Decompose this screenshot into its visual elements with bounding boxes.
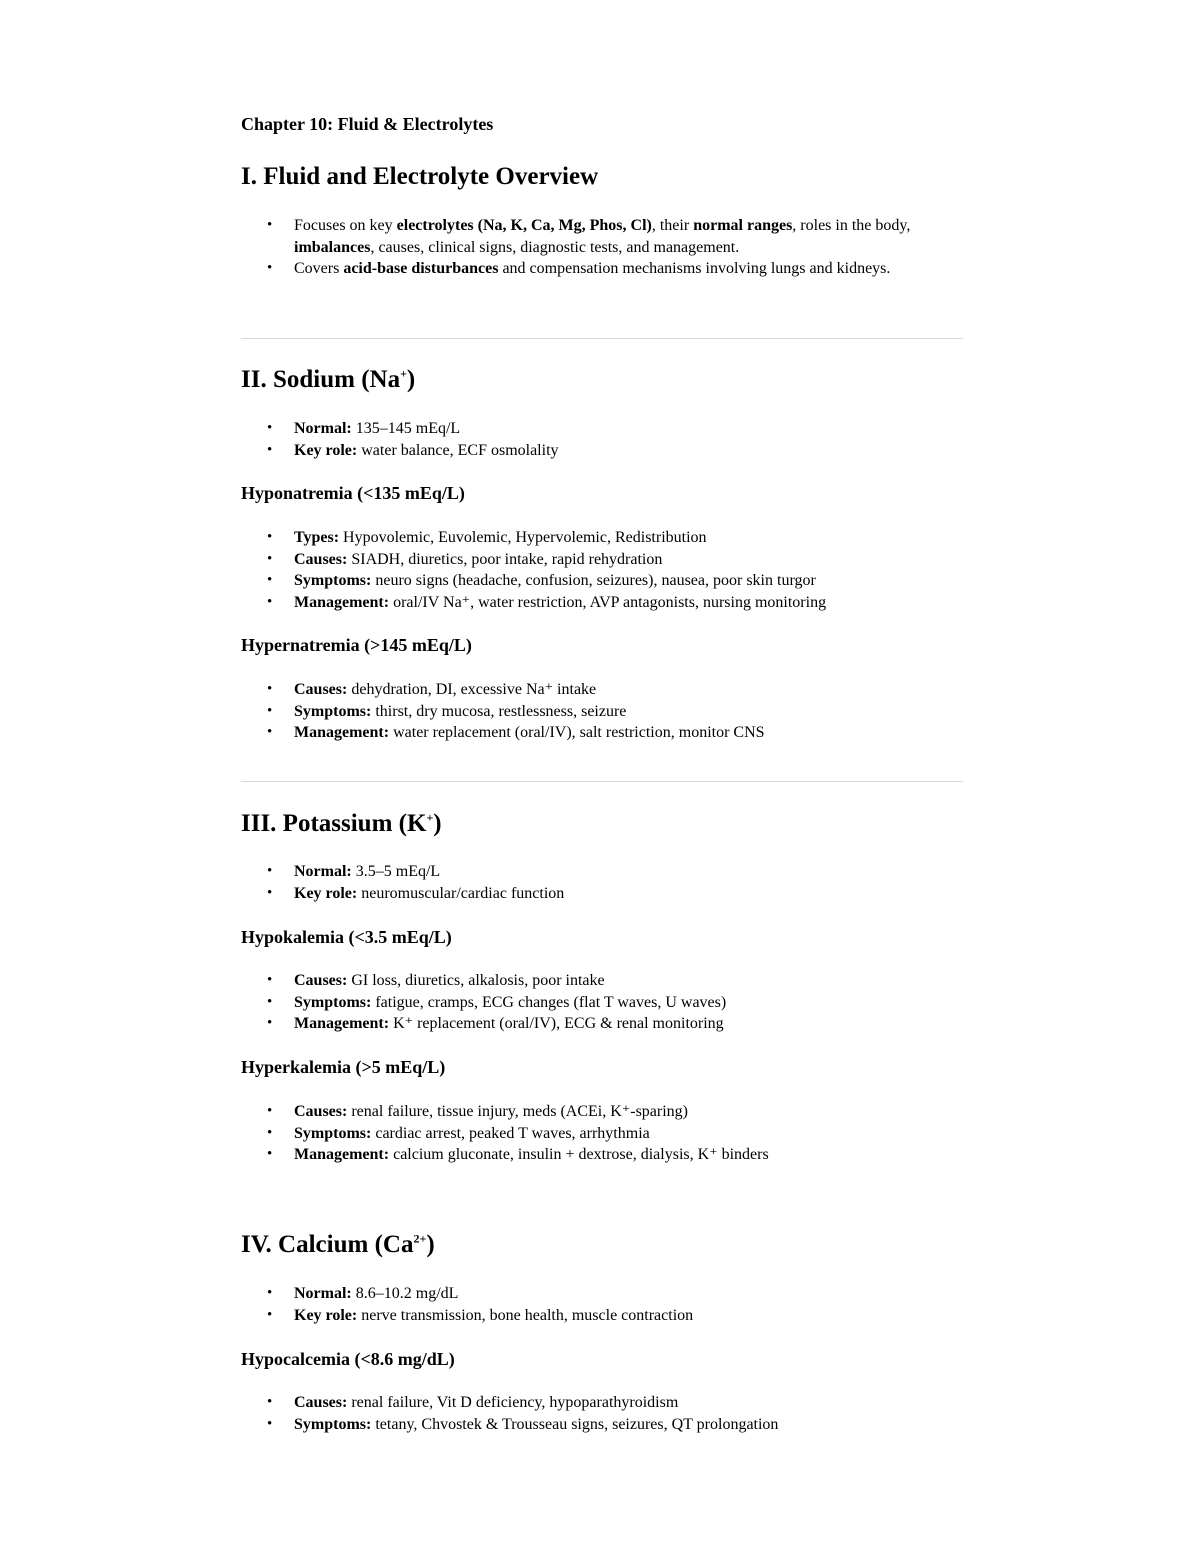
list-label: Symptoms: [294,702,372,720]
list-label: Normal: [294,420,352,437]
section-heading-text: ) [406,366,416,393]
list-text: cardiac arrest, peaked T waves, arrhythmia [371,1124,650,1142]
list-item [241,1392,963,1414]
list-text: calcium gluconate, insulin + dextrose, dialysis, K⁺ binders [389,1146,769,1163]
list-text: Covers [294,260,344,277]
list-item [241,970,963,992]
section-divider [241,338,963,339]
list-label: Management: [294,1015,390,1032]
list-item [241,722,963,744]
list-item [241,861,963,883]
list-label: Causes: [294,681,348,698]
list-label: Normal: [294,863,352,880]
section-heading-text: III. Potassium (K [241,810,427,837]
list-text: tetany, Chvostek & Trousseau signs, seizures, QT prolongation [371,1415,779,1433]
list-text: neuro signs (headache, confusion, seizures), nausea, poor skin turgor [371,572,816,589]
list-label: Key role: [294,441,358,459]
list-item [241,1283,963,1305]
list-text: nerve transmission, bone health, muscle contraction [357,1306,694,1324]
list-label: Causes: [294,1103,348,1120]
section-heading-potassium [241,810,442,838]
hypokalemia-list [241,970,963,1035]
list-label: Key role: [294,884,358,902]
section-heading-calcium [241,1231,435,1259]
list-label: Key role: [294,1306,358,1324]
list-item [241,570,963,592]
overview-list [241,215,963,280]
list-label: Causes: [294,972,348,989]
calcium-basics-list [241,1283,963,1326]
section-heading-text: I. Fluid and Electrolyte Overview [241,163,599,190]
superscript: + [426,810,434,825]
list-text: 135–145 mEq/L [351,420,461,437]
list-item [241,1013,963,1035]
list-text: SIADH, diuretics, poor intake, rapid rehydration [347,550,663,568]
section-heading-sodium [241,366,415,394]
list-text: , causes, clinical signs, diagnostic tests, and management. [370,238,740,256]
list-text: Hypovolemic, Euvolemic, Hypervolemic, Redistribution [339,529,707,546]
list-item [241,1305,963,1327]
hypocalcemia-list [241,1392,963,1435]
list-text: water replacement (oral/IV), salt restriction, monitor CNS [389,724,765,741]
list-label: Symptoms: [294,1124,372,1142]
list-text: , roles in the body, [792,217,911,234]
subsection-heading-hypocalcemia: Hypocalcemia (<8.6 mg/dL) [241,1349,455,1369]
list-label: Symptoms: [294,572,372,589]
section-heading-text: ) [426,1231,435,1258]
list-item [241,1101,963,1123]
subsection-heading-hypokalemia: Hypokalemia (<3.5 mEq/L) [241,927,452,947]
list-label: Types: [294,529,340,546]
list-text: 3.5–5 mEq/L [351,863,441,880]
hyperkalemia-list [241,1101,963,1166]
list-item [241,679,963,701]
list-text: thirst, dry mucosa, restlessness, seizure [371,702,627,720]
list-item [241,549,963,571]
hyponatremia-list [241,527,963,613]
list-label: Symptoms: [294,1415,372,1433]
list-text: fatigue, cramps, ECG changes (flat T waves, U waves) [371,993,727,1011]
list-bold-text: acid-base disturbances [343,260,499,277]
list-bold-text: electrolytes (Na, K, Ca, Mg, Phos, Cl) [396,217,652,234]
list-item [241,527,963,549]
list-text: K⁺ replacement (oral/IV), ECG & renal monitoring [389,1015,724,1032]
subsection-heading-hypernatremia: Hypernatremia (>145 mEq/L) [241,635,472,655]
list-text: renal failure, Vit D deficiency, hypoparathyroidism [347,1394,679,1411]
superscript: 2+ [413,1231,427,1246]
list-label: Causes: [294,550,348,568]
list-text: 8.6–10.2 mg/dL [351,1285,459,1302]
section-heading-text: II. Sodium (Na [241,366,401,393]
list-item [241,1123,963,1145]
superscript: + [400,366,407,381]
sodium-basics-list [241,418,963,461]
list-text: water balance, ECF osmolality [357,441,559,459]
list-text: renal failure, tissue injury, meds (ACEi, K⁺-sparing) [347,1103,688,1120]
section-heading-overview [241,163,598,191]
hypernatremia-list [241,679,963,744]
list-item [241,418,963,440]
section-heading-text: IV. Calcium (Ca [241,1231,414,1258]
list-item [241,258,963,280]
list-item [241,592,963,614]
section-heading-text: ) [433,810,442,837]
subsection-heading-hyperkalemia: Hyperkalemia (>5 mEq/L) [241,1057,446,1077]
potassium-basics-list [241,861,963,904]
list-text: and compensation mechanisms involving lungs and kidneys. [498,260,891,277]
list-text: dehydration, DI, excessive Na⁺ intake [347,681,597,698]
chapter-title: Chapter 10: Fluid & Electrolytes [241,114,494,134]
list-label: Management: [294,1146,390,1163]
list-item [241,1144,963,1166]
list-label: Symptoms: [294,993,372,1011]
list-item [241,992,963,1014]
list-label: Management: [294,724,390,741]
list-text: GI loss, diuretics, alkalosis, poor intake [347,972,605,989]
subsection-heading-hyponatremia: Hyponatremia (<135 mEq/L) [241,483,465,503]
list-text: Focuses on key [294,217,397,234]
list-label: Normal: [294,1285,352,1302]
section-divider [241,781,963,782]
list-item [241,440,963,462]
list-text: , their [651,217,694,234]
list-bold-text: imbalances [294,238,371,256]
list-bold-text: normal ranges [693,217,793,234]
list-label: Causes: [294,1394,348,1411]
list-text: neuromuscular/cardiac function [357,884,565,902]
list-label: Management: [294,593,390,611]
list-item [241,701,963,723]
list-text: oral/IV Na⁺, water restriction, AVP antagonists, nursing monitoring [389,593,827,611]
list-item [241,215,963,258]
list-item [241,883,963,905]
list-item [241,1414,963,1436]
